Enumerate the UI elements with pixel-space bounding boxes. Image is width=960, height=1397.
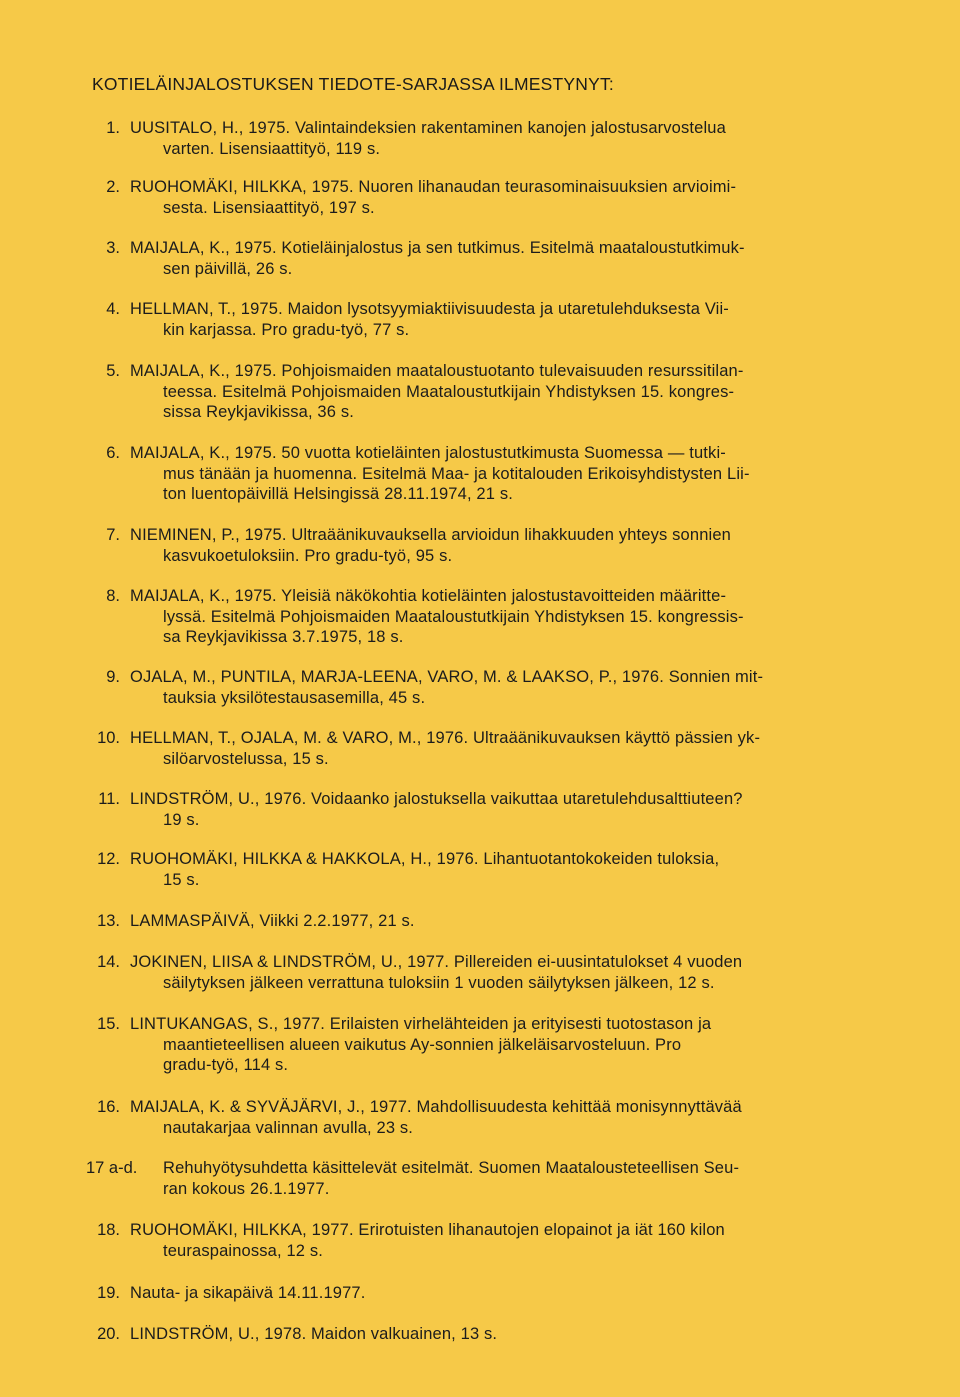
item-line: tauksia yksilötestausasemilla, 45 s. xyxy=(163,688,426,707)
item-text xyxy=(163,1158,888,1199)
item-line: kasvukoetuloksiin. Pro gradu-työ, 95 s. xyxy=(163,546,453,565)
item-line: HELLMAN, T., OJALA, M. & VARO, M., 1976. Ultraäänikuvauksen käyttö pässien yk- xyxy=(130,729,761,747)
item-line: Rehuhyötysuhdetta käsittelevät esitelmät. Suomen Maatalousteteellisen Seu- xyxy=(163,1159,740,1177)
item-line: RUOHOMÄKI, HILKKA & HAKKOLA, H., 1976. Lihantuotantokokeiden tuloksia, xyxy=(130,850,720,868)
item-text xyxy=(130,952,888,993)
item-number: 7. xyxy=(106,526,120,544)
item-line: MAIJALA, K., 1975. Pohjoismaiden maataloustuotanto tulevaisuuden resurssitilan- xyxy=(130,362,744,380)
item-line: LINDSTRÖM, U., 1978. Maidon valkuainen, 13 s. xyxy=(130,1325,498,1343)
item-number: 1. xyxy=(106,119,120,137)
item-line: JOKINEN, LIISA & LINDSTRÖM, U., 1977. Pillereiden ei-uusintatulokset 4 vuoden xyxy=(130,953,743,971)
item-line: maantieteellisen alueen vaikutus Ay-sonnien jälkeläisarvosteluun. Pro xyxy=(163,1035,682,1054)
item-number: 4. xyxy=(106,300,120,318)
item-text xyxy=(130,443,888,505)
item-line: ton luentopäivillä Helsingissä 28.11.1974, 21 s. xyxy=(163,485,513,503)
item-line: MAIJALA, K., 1975. Kotieläinjalostus ja sen tutkimus. Esitelmä maataloustutkimuk- xyxy=(130,239,745,257)
item-text xyxy=(130,667,888,708)
item-line: UUSITALO, H., 1975. Valintaindeksien rakentaminen kanojen jalostusarvostelua xyxy=(130,119,726,137)
item-number: 14. xyxy=(97,953,120,971)
item-line: NIEMINEN, P., 1975. Ultraäänikuvauksella arvioidun lihakkuuden yhteys sonnien xyxy=(130,526,731,544)
item-number: 6. xyxy=(106,444,120,462)
item-number: 17 a-d. xyxy=(86,1159,138,1177)
item-text xyxy=(130,1014,888,1076)
item-number: 8. xyxy=(106,587,120,605)
item-text xyxy=(130,849,888,890)
item-line: Nauta- ja sikapäivä 14.11.1977. xyxy=(130,1284,366,1302)
item-number: 3. xyxy=(106,239,120,257)
item-line: MAIJALA, K., 1975. Yleisiä näkökohtia kotieläinten jalostustavoitteiden määritte- xyxy=(130,587,727,605)
item-line: LINTUKANGAS, S., 1977. Erilaisten virhelähteiden ja erityisesti tuotostason ja xyxy=(130,1015,712,1033)
item-text xyxy=(130,238,888,279)
item-line: MAIJALA, K., 1975. 50 vuotta kotieläinten jalostustutkimusta Suomessa — tutki- xyxy=(130,444,726,462)
item-line: gradu-työ, 114 s. xyxy=(163,1056,289,1074)
item-line: lyssä. Esitelmä Pohjoismaiden Maataloustutkijain Yhdistyksen 15. kongressis- xyxy=(163,607,744,626)
item-line: ran kokous 26.1.1977. xyxy=(163,1179,330,1198)
item-line: teuraspainossa, 12 s. xyxy=(163,1241,323,1260)
item-number: 15. xyxy=(97,1015,120,1033)
item-text xyxy=(130,118,888,159)
item-number: 10. xyxy=(97,729,120,747)
item-line: OJALA, M., PUNTILA, MARJA-LEENA, VARO, M. & LAAKSO, P., 1976. Sonnien mit- xyxy=(130,668,764,686)
item-text xyxy=(130,789,888,830)
item-line: HELLMAN, T., 1975. Maidon lysotsyymiaktiivisuudesta ja utaretulehduksesta Vii- xyxy=(130,300,729,318)
item-line: silöarvostelussa, 15 s. xyxy=(163,749,329,768)
item-number: 12. xyxy=(97,850,120,868)
item-text xyxy=(130,177,888,218)
item-text xyxy=(130,728,888,769)
item-number: 9. xyxy=(106,668,120,686)
item-number: 11. xyxy=(98,790,120,808)
item-line: varten. Lisensiaattityö, 119 s. xyxy=(163,139,381,158)
item-text xyxy=(130,1097,888,1138)
item-text xyxy=(130,361,888,423)
item-number: 16. xyxy=(97,1098,120,1116)
page-title: KOTIELÄINJALOSTUKSEN TIEDOTE-SARJASSA ILMESTYNYT: xyxy=(92,74,614,94)
item-line: nautakarjaa valinnan avulla, 23 s. xyxy=(163,1118,414,1137)
item-line: sa Reykjavikissa 3.7.1975, 18 s. xyxy=(163,628,404,646)
item-line: 19 s. xyxy=(163,810,200,829)
item-line: RUOHOMÄKI, HILKKA, 1977. Erirotuisten lihanautojen elopainot ja iät 160 kilon xyxy=(130,1221,725,1239)
item-text xyxy=(130,911,888,932)
item-line: 15 s. xyxy=(163,870,200,889)
item-line: LAMMASPÄIVÄ, Viikki 2.2.1977, 21 s. xyxy=(130,912,415,930)
item-number: 13. xyxy=(97,912,120,930)
item-number: 19. xyxy=(97,1284,120,1302)
item-line: teessa. Esitelmä Pohjoismaiden Maataloustutkijain Yhdistyksen 15. kongres- xyxy=(163,382,735,401)
item-number: 20. xyxy=(97,1325,120,1343)
item-line: mus tänään ja huomenna. Esitelmä Maa- ja kotitalouden Erikoisyhdistysten Lii- xyxy=(163,464,750,483)
item-text xyxy=(130,525,888,566)
item-line: RUOHOMÄKI, HILKKA, 1975. Nuoren lihanaudan teurasominaisuuksien arvioimi- xyxy=(130,178,737,196)
item-line: sissa Reykjavikissa, 36 s. xyxy=(163,403,354,421)
item-line: MAIJALA, K. & SYVÄJÄRVI, J., 1977. Mahdollisuudesta kehittää monisynnyttävää xyxy=(130,1098,742,1116)
item-line: sesta. Lisensiaattityö, 197 s. xyxy=(163,198,375,217)
item-line: kin karjassa. Pro gradu-työ, 77 s. xyxy=(163,320,410,339)
item-number: 18. xyxy=(97,1221,120,1239)
item-number: 2. xyxy=(106,178,120,196)
item-text xyxy=(130,299,888,340)
item-line: säilytyksen jälkeen verrattuna tuloksiin 1 vuoden säilytyksen jälkeen, 12 s. xyxy=(163,973,715,992)
item-line: sen päivillä, 26 s. xyxy=(163,259,293,278)
item-number: 5. xyxy=(106,362,120,380)
item-text xyxy=(130,1324,888,1345)
item-text xyxy=(130,1283,888,1304)
item-text xyxy=(130,1220,888,1261)
item-line: LINDSTRÖM, U., 1976. Voidaanko jalostuksella vaikuttaa utaretulehdusalttiuteen? xyxy=(130,790,743,808)
item-text xyxy=(130,586,888,648)
